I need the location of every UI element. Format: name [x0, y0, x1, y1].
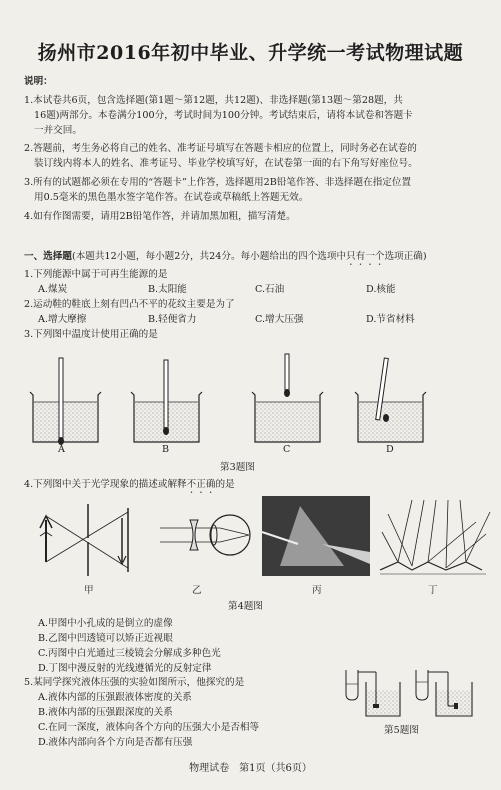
q2-option-a: A.增大摩擦: [38, 314, 87, 325]
q4-label-yi: 乙: [192, 585, 202, 596]
q4-stem-emphasis: 不正确: [186, 479, 216, 490]
q2-stem: 2.运动鞋的鞋底上刻有凹凸不平的花纹主要是为了: [24, 299, 235, 310]
q4-option-c: C.丙图中白光通过三棱镜会分解成多种色光: [38, 648, 221, 659]
q4-label-jia: 甲: [84, 585, 94, 596]
note-line-6: 3.所有的试题都必须在专用的“答题卡”上作答，选择题用2B铅笔作答、非选择题在指定位置: [24, 177, 412, 188]
q3-beakers-figure: [0, 340, 501, 450]
q5-option-c: C.在同一深度，液体向各个方向的压强大小是否相等: [38, 722, 260, 733]
q3-label-a: A: [58, 444, 65, 455]
q1-stem: 1.下列能源中属于可再生能源的是: [24, 269, 168, 280]
q1-option-a: A.煤炭: [38, 284, 68, 295]
q4-option-a: A.甲图中小孔成的是倒立的虚像: [38, 618, 173, 629]
q1-option-c: C.石油: [255, 284, 285, 295]
beaker-a: [30, 358, 101, 445]
q2-option-c: C.增大压强: [255, 314, 304, 325]
section-label: 一、选择题: [24, 251, 72, 262]
section-header: [24, 250, 427, 268]
q4-optics-figure: [0, 492, 501, 582]
q4-option-b: B.乙图中凹透镜可以矫正近视眼: [38, 633, 173, 644]
q5-pressure-figure: [340, 660, 490, 720]
q4-stem-post: 的是: [215, 479, 235, 490]
q1-option-d: D.核能: [366, 284, 396, 295]
pressure-setup-1: [346, 670, 400, 716]
note-line-4: 2.答题前，考生务必将自己的姓名、准考证号填写在答题卡相应的位置上，同时务必在试卷的: [24, 143, 417, 154]
section-desc-pre: (本题共12小题，每小题2分，共24分。每小题给出的四个选项中: [71, 251, 347, 262]
note-line-5: 装订线内将本人的姓名、准考证号、毕业学校填写好，在试卷第一面的右下角写好座位号。: [34, 158, 418, 169]
q5-option-b: B.液体内部的压强跟深度的关系: [38, 707, 173, 718]
section-desc-post: 选项正确): [384, 251, 427, 262]
note-line-2: 16题)两部分。本卷满分100分，考试时间为100分钟。考试结束后，请将本试卷和答题卡: [34, 110, 413, 121]
q3-stem: 3.下列图中温度计使用正确的是: [24, 329, 158, 340]
q3-label-d: D: [386, 444, 394, 455]
note-line-7: 用0.5毫米的黑色墨水签字笔作答。在试卷或草稿纸上答题无效。: [34, 192, 309, 203]
page-footer: 物理试卷 第1页（共6页）: [189, 763, 312, 774]
q5-option-d: D.液体内部向各个方向是否都有压强: [38, 737, 193, 748]
q2-option-b: B.轻便省力: [148, 314, 197, 325]
diffuse-reflection-diagram: [380, 500, 490, 574]
note-line-8: 4.如有作图需要，请用2B铅笔作答，并请加黑加粗，描写清楚。: [24, 211, 296, 222]
beaker-b: [131, 360, 202, 442]
q5-option-a: A.液体内部的压强跟液体密度的关系: [38, 692, 192, 703]
beaker-d: [355, 358, 426, 442]
q1-option-b: B.太阳能: [148, 284, 187, 295]
concave-lens-eye-diagram: [160, 515, 250, 555]
q3-caption: 第3题图: [220, 462, 255, 473]
q4-label-bing: 丙: [312, 585, 322, 596]
notes-heading: 说明：: [24, 76, 53, 87]
q2-option-d: D.节省材料: [366, 314, 415, 325]
q3-label-c: C: [283, 444, 291, 455]
pinhole-diagram: [40, 504, 128, 576]
prism-photo: [262, 496, 370, 576]
q4-stem-pre: 4.下列图中关于光学现象的描述或解释: [24, 479, 187, 490]
q5-stem: 5.某同学探究液体压强的实验如图所示，他探究的是: [24, 677, 245, 688]
section-desc-emphasis: 只有一个: [346, 251, 385, 262]
note-line-1: 1.本试卷共6页，包含选择题(第1题～第12题，共12题)、非选择题(第13题～第28题，共: [24, 95, 403, 106]
page-title: 扬州市2016年初中毕业、升学统一考试物理试题: [37, 42, 464, 64]
q4-caption: 第4题图: [228, 601, 263, 612]
q4-label-ding: 丁: [428, 585, 438, 596]
q5-caption: 第5题图: [384, 725, 419, 736]
pressure-setup-2: [416, 670, 472, 716]
note-line-3: 一并交回。: [34, 125, 82, 136]
q3-label-b: B: [162, 444, 170, 455]
beaker-c: [252, 354, 323, 442]
q4-option-d: D.丁图中漫反射的光线遵循光的反射定律: [38, 663, 212, 674]
